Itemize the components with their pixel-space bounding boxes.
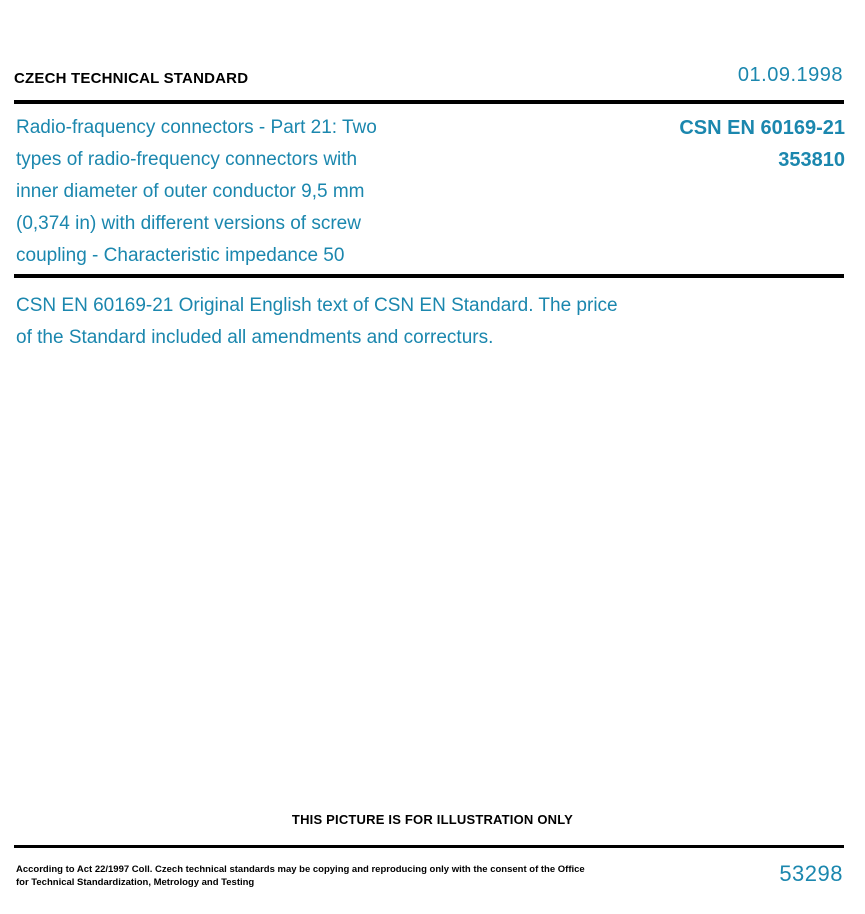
footer-notice-line: According to Act 22/1997 Coll. Czech technical standards may be copying and reproducing only with the consent of the Office: [16, 864, 585, 875]
footer-notice-line: for Technical Standardization, Metrology and Testing: [16, 877, 255, 888]
standard-abstract: [16, 290, 756, 354]
header-divider-rule: [14, 100, 844, 104]
title-line: inner diameter of outer conductor 9,5 mm: [16, 181, 365, 202]
title-line: coupling - Characteristic impedance 50: [16, 245, 345, 266]
title-line: (0,374 in) with different versions of screw: [16, 213, 361, 234]
title-line: types of radio-frequency connectors with: [16, 149, 358, 170]
footer-divider-rule: [14, 845, 844, 848]
footer-notice: [16, 863, 616, 889]
standard-designation: [515, 112, 845, 176]
classification-code: 353810: [778, 149, 845, 171]
document-header: [14, 64, 843, 98]
abstract-line: CSN EN 60169-21 Original English text of CSN EN Standard. The price: [16, 295, 618, 316]
standard-title: [16, 112, 536, 272]
title-line: Radio-fraquency connectors - Part 21: Two: [16, 117, 377, 138]
standard-number: CSN EN 60169-21: [679, 117, 845, 139]
publication-date: 01.09.1998: [737, 64, 843, 86]
catalogue-number: 53298: [779, 861, 843, 886]
title-divider-rule: [14, 274, 844, 278]
document-type-label: CZECH TECHNICAL STANDARD: [14, 70, 249, 87]
abstract-line: of the Standard included all amendments and correcturs.: [16, 327, 494, 348]
illustration-disclaimer: THIS PICTURE IS FOR ILLUSTRATION ONLY: [291, 812, 574, 827]
